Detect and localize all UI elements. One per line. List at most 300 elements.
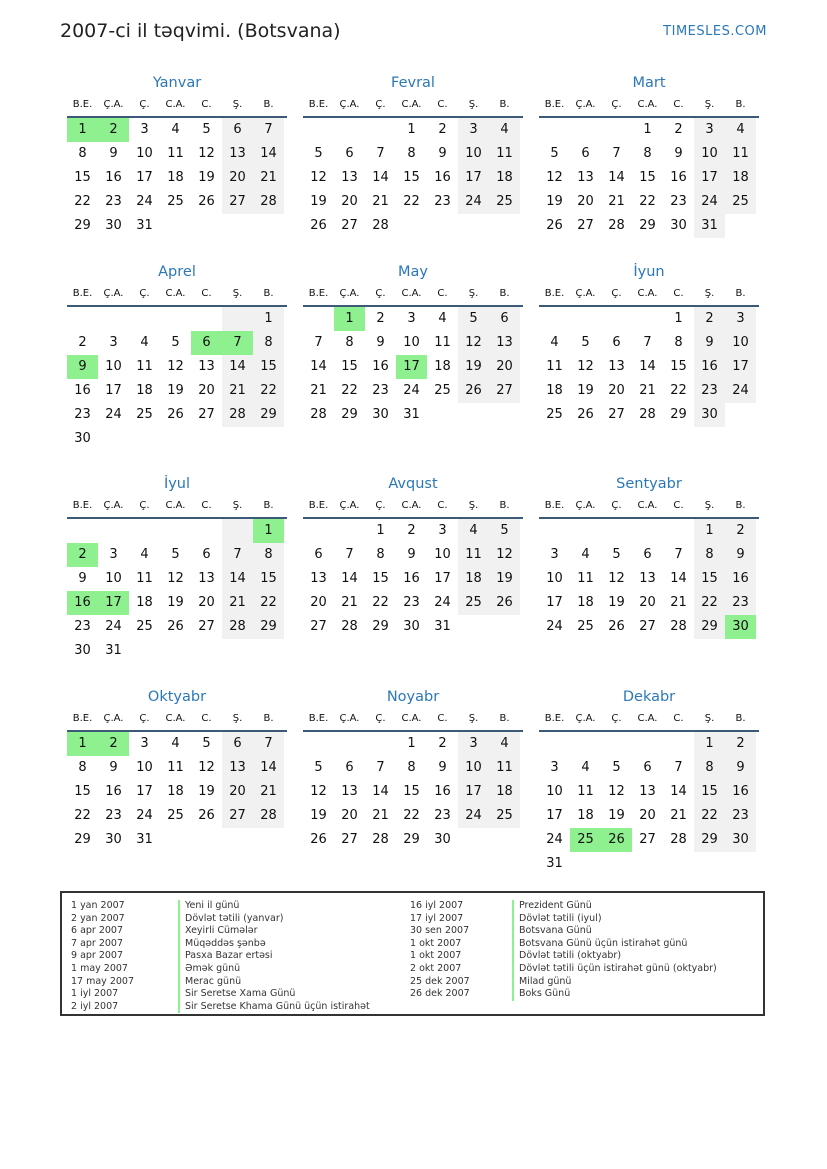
day-cell: 1 — [407, 736, 416, 751]
weekday-header — [539, 708, 759, 732]
day-cell: 1 — [376, 523, 385, 538]
weekday-label: Ş. — [232, 500, 243, 511]
day-cell: 19 — [167, 595, 184, 610]
day-cell: 12 — [608, 784, 625, 799]
weekday-label: Ç. — [375, 713, 386, 724]
day-cell: 19 — [608, 808, 625, 823]
legend-holiday-name: Pasxa Bazar ertəsi — [178, 950, 370, 963]
day-cell: 25 — [167, 194, 184, 209]
weekday-label: C.A. — [401, 500, 422, 511]
day-cell: 17 — [546, 808, 563, 823]
day-cell: 13 — [608, 359, 625, 374]
day-cell: 9 — [694, 331, 725, 355]
day-cell: 11 — [577, 784, 594, 799]
legend-holiday-name: Sir Seretse Khama Günü üçün istirahət — [178, 1001, 370, 1014]
day-cell: 30 — [74, 431, 91, 446]
weekday-label: Ç. — [139, 288, 150, 299]
day-cell: 16 — [725, 780, 756, 804]
day-cell: 23 — [725, 591, 756, 615]
day-cell: 19 — [198, 784, 215, 799]
day-cell: 6 — [643, 760, 652, 775]
day-cell: 5 — [171, 335, 180, 350]
weekday-label: B.E. — [308, 713, 329, 724]
day-cell: 8 — [694, 543, 725, 567]
weekday-label: B.E. — [308, 288, 329, 299]
day-cell: 2 — [694, 307, 725, 331]
weekday-label: Ç.A. — [339, 99, 360, 110]
empty-cell — [334, 519, 365, 543]
empty-cell — [67, 519, 98, 543]
day-cell: 12 — [198, 760, 215, 775]
weekday-label: Ç.A. — [339, 288, 360, 299]
legend-date: 2 yan 2007 — [71, 912, 125, 924]
day-cell: 8 — [253, 331, 284, 355]
day-cell: 28 — [372, 218, 389, 233]
weekday-header — [539, 495, 759, 519]
weekday-label: B. — [499, 99, 510, 110]
day-cell: 18 — [546, 383, 563, 398]
day-cell: 31 — [434, 619, 451, 634]
day-cell: 20 — [198, 383, 215, 398]
day-cell: 27 — [310, 619, 327, 634]
month-9 — [539, 473, 759, 639]
weekday-header — [67, 708, 287, 732]
day-cell: 15 — [403, 784, 420, 799]
day-cell: 7 — [253, 118, 284, 142]
day-cell: 15 — [694, 567, 725, 591]
day-cell: 5 — [314, 146, 323, 161]
day-cell: 9 — [674, 146, 683, 161]
day-cell: 25 — [136, 407, 153, 422]
day-cell: 4 — [171, 122, 180, 137]
day-cell: 23 — [434, 808, 451, 823]
day-cell: 30 — [434, 832, 451, 847]
day-cell: 26 — [577, 407, 594, 422]
day-cell: 5 — [612, 760, 621, 775]
day-cell: 6 — [202, 547, 211, 562]
empty-cell — [632, 519, 663, 543]
day-cell: 25 — [725, 190, 756, 214]
day-cell: 1 — [674, 311, 683, 326]
day-cell: 28 — [670, 619, 687, 634]
legend-holiday-name: Xeyirli Cümələr — [178, 925, 370, 938]
day-cell: 8 — [78, 146, 87, 161]
weekday-label: Ş. — [468, 500, 479, 511]
day-cell: 10 — [105, 359, 122, 374]
day-cell: 28 — [608, 218, 625, 233]
day-cell: 24 — [136, 194, 153, 209]
day-cell: 16 — [725, 567, 756, 591]
day-cell: 7 — [674, 760, 683, 775]
day-cell: 17 — [694, 166, 725, 190]
weekday-label: B. — [263, 713, 274, 724]
legend-holiday-name: Merac günü — [178, 976, 370, 989]
day-cell: 30 — [694, 403, 725, 427]
weekday-label: C. — [437, 713, 448, 724]
brand-link[interactable]: TIMESLES.COM — [663, 24, 767, 39]
day-cell: 7 — [345, 547, 354, 562]
day-cell: 3 — [550, 760, 559, 775]
day-cell: 23 — [694, 379, 725, 403]
day-cell: 10 — [434, 547, 451, 562]
day-cell: 14 — [372, 170, 389, 185]
month-name: Oktyabr — [147, 689, 207, 705]
day-cell: 4 — [550, 335, 559, 350]
day-cell: 18 — [577, 595, 594, 610]
empty-cell — [303, 118, 334, 142]
day-cell: 14 — [310, 359, 327, 374]
weekday-label: Ç.A. — [339, 500, 360, 511]
empty-cell — [632, 732, 663, 756]
day-cell: 15 — [253, 567, 284, 591]
holiday-day: 2 — [98, 732, 129, 756]
day-cell: 26 — [458, 379, 489, 403]
day-cell: 12 — [167, 571, 184, 586]
month-name: Yanvar — [152, 75, 202, 91]
day-cell: 13 — [577, 170, 594, 185]
day-cell: 7 — [674, 547, 683, 562]
day-cell: 12 — [167, 359, 184, 374]
day-cell: 29 — [694, 828, 725, 852]
weekday-header — [303, 495, 523, 519]
month-5 — [303, 261, 523, 427]
weekday-label: Ç.A. — [575, 288, 596, 299]
weekday-label: Ç. — [375, 500, 386, 511]
day-cell: 24 — [546, 619, 563, 634]
day-cell: 17 — [458, 166, 489, 190]
day-cell: 28 — [253, 804, 284, 828]
day-cell: 22 — [403, 808, 420, 823]
day-cell: 30 — [105, 218, 122, 233]
day-cell: 11 — [725, 142, 756, 166]
day-cell: 3 — [458, 732, 489, 756]
month-name: Avqust — [388, 476, 438, 492]
legend-date: 25 dek 2007 — [410, 975, 470, 987]
day-cell: 22 — [253, 379, 284, 403]
day-cell: 24 — [136, 808, 153, 823]
day-cell: 4 — [581, 547, 590, 562]
day-cell: 22 — [341, 383, 358, 398]
empty-cell — [601, 732, 632, 756]
weekday-label: B. — [735, 288, 746, 299]
day-cell: 10 — [136, 760, 153, 775]
month-days — [67, 732, 287, 852]
month-days — [303, 732, 523, 852]
day-cell: 14 — [670, 571, 687, 586]
legend-left-dates — [71, 900, 134, 1013]
day-cell: 22 — [694, 591, 725, 615]
day-cell: 11 — [136, 571, 153, 586]
legend-date: 2 iyl 2007 — [71, 1000, 119, 1012]
day-cell: 15 — [253, 355, 284, 379]
day-cell: 2 — [674, 122, 683, 137]
empty-cell — [160, 307, 191, 331]
day-cell: 5 — [550, 146, 559, 161]
day-cell: 7 — [643, 335, 652, 350]
weekday-label: B. — [735, 500, 746, 511]
day-cell: 10 — [546, 571, 563, 586]
day-cell: 15 — [403, 170, 420, 185]
day-cell: 26 — [167, 619, 184, 634]
day-cell: 21 — [222, 379, 253, 403]
day-cell: 31 — [403, 407, 420, 422]
day-cell: 2 — [376, 311, 385, 326]
day-cell: 9 — [438, 760, 447, 775]
day-cell: 11 — [136, 359, 153, 374]
day-cell: 8 — [694, 756, 725, 780]
legend-date: 9 apr 2007 — [71, 950, 124, 962]
day-cell: 28 — [222, 403, 253, 427]
month-3 — [539, 72, 759, 238]
legend-date: 1 yan 2007 — [71, 900, 125, 911]
day-cell: 22 — [372, 595, 389, 610]
empty-cell — [539, 307, 570, 331]
month-name: Noyabr — [386, 689, 440, 705]
weekday-label: C. — [201, 288, 212, 299]
day-cell: 20 — [310, 595, 327, 610]
day-cell: 5 — [171, 547, 180, 562]
weekday-label: B.E. — [544, 713, 565, 724]
day-cell: 21 — [372, 808, 389, 823]
day-cell: 8 — [407, 146, 416, 161]
day-cell: 8 — [674, 335, 683, 350]
day-cell: 12 — [310, 170, 327, 185]
day-cell: 10 — [725, 331, 756, 355]
day-cell: 4 — [489, 732, 520, 756]
legend-holiday-name: Prezident Günü — [512, 900, 717, 913]
day-cell: 28 — [670, 832, 687, 847]
weekday-label: C.A. — [165, 500, 186, 511]
day-cell: 18 — [577, 808, 594, 823]
day-cell: 26 — [198, 194, 215, 209]
legend-right-names — [512, 900, 717, 1001]
day-cell: 10 — [458, 142, 489, 166]
day-cell: 20 — [198, 595, 215, 610]
day-cell: 21 — [639, 383, 656, 398]
day-cell: 9 — [725, 756, 756, 780]
weekday-header — [303, 283, 523, 307]
day-cell: 14 — [670, 784, 687, 799]
day-cell: 23 — [434, 194, 451, 209]
day-cell: 16 — [434, 170, 451, 185]
holiday-day: 1 — [67, 732, 98, 756]
day-cell: 15 — [372, 571, 389, 586]
day-cell: 8 — [78, 760, 87, 775]
empty-cell — [222, 519, 253, 543]
day-cell: 14 — [222, 567, 253, 591]
day-cell: 29 — [253, 615, 284, 639]
day-cell: 2 — [438, 122, 447, 137]
weekday-label: B.E. — [544, 288, 565, 299]
day-cell: 23 — [105, 194, 122, 209]
month-4 — [67, 261, 287, 451]
legend-holiday-name: Yeni il günü — [178, 900, 370, 913]
weekday-label: Ç.A. — [103, 99, 124, 110]
weekday-label: B.E. — [72, 500, 93, 511]
empty-cell — [303, 307, 334, 331]
empty-cell — [601, 519, 632, 543]
day-cell: 6 — [489, 307, 520, 331]
empty-cell — [539, 519, 570, 543]
day-cell: 21 — [253, 166, 284, 190]
empty-cell — [129, 519, 160, 543]
day-cell: 18 — [458, 567, 489, 591]
weekday-label: Ç. — [611, 713, 622, 724]
empty-cell — [191, 519, 222, 543]
day-cell: 19 — [310, 194, 327, 209]
weekday-label: Ş. — [704, 500, 715, 511]
day-cell: 6 — [222, 732, 253, 756]
legend-date: 1 iyl 2007 — [71, 988, 119, 1000]
weekday-label: C. — [437, 288, 448, 299]
day-cell: 13 — [310, 571, 327, 586]
legend-holiday-name: Əmək günü — [178, 963, 370, 976]
day-cell: 30 — [725, 828, 756, 852]
day-cell: 1 — [694, 732, 725, 756]
day-cell: 16 — [670, 170, 687, 185]
day-cell: 20 — [489, 355, 520, 379]
day-cell: 4 — [140, 335, 149, 350]
day-cell: 13 — [222, 756, 253, 780]
day-cell: 29 — [341, 407, 358, 422]
day-cell: 27 — [198, 407, 215, 422]
day-cell: 7 — [222, 543, 253, 567]
day-cell: 11 — [167, 146, 184, 161]
day-cell: 11 — [489, 142, 520, 166]
weekday-label: C.A. — [401, 713, 422, 724]
legend-date: 6 apr 2007 — [71, 925, 124, 937]
day-cell: 18 — [136, 383, 153, 398]
day-cell: 23 — [105, 808, 122, 823]
day-cell: 6 — [222, 118, 253, 142]
legend-date: 16 iyl 2007 — [410, 900, 464, 911]
month-name: Aprel — [158, 264, 196, 280]
day-cell: 12 — [310, 784, 327, 799]
day-cell: 27 — [341, 832, 358, 847]
weekday-label: B. — [735, 713, 746, 724]
day-cell: 2 — [725, 732, 756, 756]
day-cell: 27 — [639, 619, 656, 634]
weekday-label: Ş. — [468, 288, 479, 299]
empty-cell — [570, 519, 601, 543]
weekday-label: C.A. — [401, 288, 422, 299]
day-cell: 20 — [341, 808, 358, 823]
day-cell: 4 — [725, 118, 756, 142]
legend-holiday-name: Dövlət tətili (iyul) — [512, 913, 717, 926]
day-cell: 5 — [314, 760, 323, 775]
weekday-label: C.A. — [165, 99, 186, 110]
day-cell: 19 — [608, 595, 625, 610]
legend-date: 30 sen 2007 — [410, 925, 470, 937]
day-cell: 6 — [581, 146, 590, 161]
day-cell: 21 — [341, 595, 358, 610]
day-cell: 26 — [608, 619, 625, 634]
empty-cell — [570, 118, 601, 142]
month-days — [67, 519, 287, 663]
day-cell: 19 — [458, 355, 489, 379]
holiday-legend — [60, 891, 765, 1016]
day-cell: 11 — [546, 359, 563, 374]
day-cell: 20 — [639, 808, 656, 823]
day-cell: 18 — [136, 595, 153, 610]
weekday-label: C. — [437, 99, 448, 110]
month-11 — [303, 686, 523, 852]
day-cell: 27 — [489, 379, 520, 403]
month-name: Mart — [632, 75, 666, 91]
weekday-label: Ç. — [139, 99, 150, 110]
day-cell: 27 — [639, 832, 656, 847]
legend-holiday-name: Dövlət tətili (oktyabr) — [512, 950, 717, 963]
day-cell: 21 — [310, 383, 327, 398]
day-cell: 4 — [581, 760, 590, 775]
month-1 — [67, 72, 287, 238]
day-cell: 14 — [372, 784, 389, 799]
weekday-label: Ç. — [375, 99, 386, 110]
weekday-label: Ç.A. — [339, 713, 360, 724]
day-cell: 6 — [643, 547, 652, 562]
month-2 — [303, 72, 523, 238]
weekday-label: B. — [499, 500, 510, 511]
legend-date: 1 okt 2007 — [410, 950, 462, 962]
day-cell: 7 — [314, 335, 323, 350]
holiday-day: 1 — [67, 118, 98, 142]
day-cell: 27 — [222, 190, 253, 214]
day-cell: 21 — [670, 595, 687, 610]
weekday-label: Ç. — [611, 500, 622, 511]
day-cell: 19 — [167, 383, 184, 398]
day-cell: 15 — [670, 359, 687, 374]
day-cell: 16 — [105, 170, 122, 185]
day-cell: 13 — [639, 571, 656, 586]
day-cell: 3 — [109, 547, 118, 562]
day-cell: 26 — [198, 808, 215, 823]
day-cell: 20 — [608, 383, 625, 398]
month-name: Dekabr — [622, 689, 676, 705]
empty-cell — [663, 519, 694, 543]
day-cell: 22 — [74, 808, 91, 823]
weekday-label: C.A. — [165, 288, 186, 299]
empty-cell — [570, 732, 601, 756]
day-cell: 7 — [376, 146, 385, 161]
legend-holiday-name: Dövlət tətili üçün istirahət günü (oktyabr) — [512, 963, 717, 976]
day-cell: 20 — [639, 595, 656, 610]
legend-holiday-name: Milad günü — [512, 976, 717, 989]
holiday-day: 17 — [396, 355, 427, 379]
day-cell: 19 — [310, 808, 327, 823]
legend-holiday-name: Müqəddəs şənbə — [178, 938, 370, 951]
month-days — [67, 118, 287, 238]
day-cell: 5 — [612, 547, 621, 562]
day-cell: 27 — [198, 619, 215, 634]
day-cell: 21 — [372, 194, 389, 209]
day-cell: 3 — [140, 122, 149, 137]
empty-cell — [303, 732, 334, 756]
day-cell: 27 — [608, 407, 625, 422]
day-cell: 3 — [407, 311, 416, 326]
day-cell: 13 — [341, 784, 358, 799]
day-cell: 1 — [407, 122, 416, 137]
weekday-label: Ç. — [375, 288, 386, 299]
legend-right-dates — [410, 900, 470, 1001]
day-cell: 29 — [253, 403, 284, 427]
weekday-label: B.E. — [308, 99, 329, 110]
day-cell: 15 — [74, 170, 91, 185]
day-cell: 13 — [489, 331, 520, 355]
weekday-label: Ş. — [232, 288, 243, 299]
legend-holiday-name: Botsvana Günü üçün istirahət günü — [512, 938, 717, 951]
day-cell: 26 — [310, 832, 327, 847]
legend-left-names — [178, 900, 370, 1013]
